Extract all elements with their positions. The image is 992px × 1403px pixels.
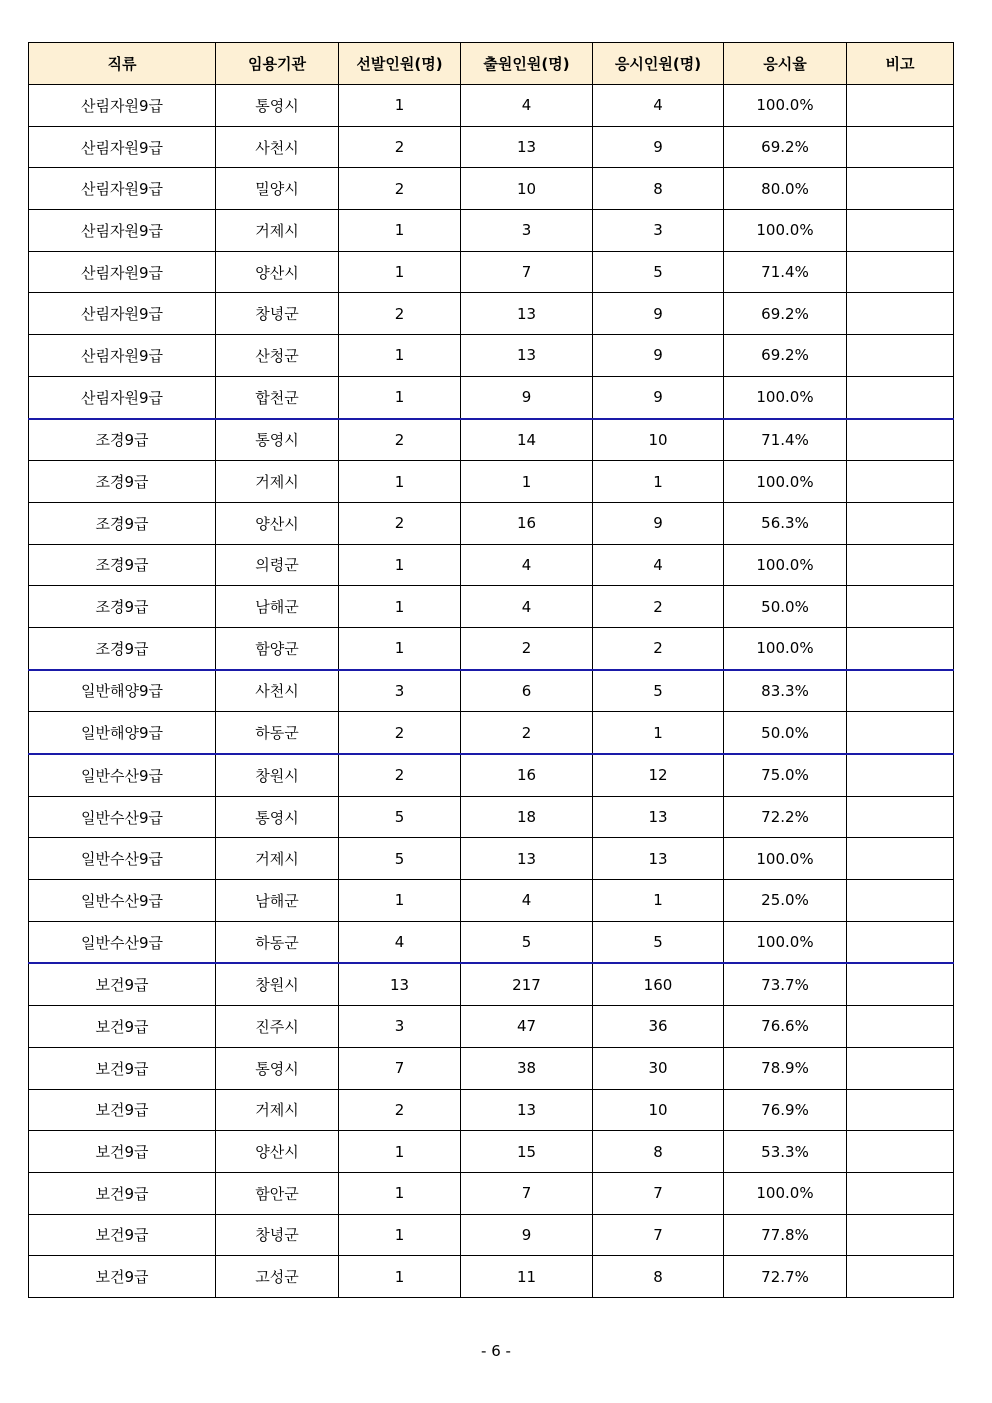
cell-tested: 9 (593, 293, 724, 335)
cell-type: 산림자원9급 (29, 335, 216, 377)
cell-agency: 함안군 (216, 1172, 339, 1214)
cell-rate: 50.0% (724, 586, 847, 628)
cell-tested: 4 (593, 544, 724, 586)
cell-note (847, 376, 954, 418)
cell-applied: 4 (461, 544, 593, 586)
cell-type: 산림자원9급 (29, 85, 216, 127)
table-row (29, 126, 954, 168)
cell-agency: 거제시 (216, 1089, 339, 1131)
cell-rate: 71.4% (724, 251, 847, 293)
cell-selected: 2 (339, 419, 461, 461)
cell-type: 산림자원9급 (29, 376, 216, 418)
cell-note (847, 796, 954, 838)
cell-agency: 통영시 (216, 796, 339, 838)
cell-rate: 71.4% (724, 419, 847, 461)
cell-applied: 13 (461, 838, 593, 880)
cell-applied: 217 (461, 963, 593, 1005)
cell-tested: 13 (593, 796, 724, 838)
cell-note (847, 168, 954, 210)
cell-tested: 8 (593, 1131, 724, 1173)
cell-selected: 4 (339, 921, 461, 963)
cell-type: 보건9급 (29, 963, 216, 1005)
cell-tested: 4 (593, 85, 724, 127)
cell-note (847, 712, 954, 754)
cell-rate: 72.2% (724, 796, 847, 838)
table-row (29, 838, 954, 880)
cell-agency: 사천시 (216, 670, 339, 712)
table-row (29, 880, 954, 922)
table-row (29, 335, 954, 377)
cell-agency: 합천군 (216, 376, 339, 418)
cell-type: 산림자원9급 (29, 210, 216, 252)
cell-applied: 47 (461, 1006, 593, 1048)
cell-applied: 7 (461, 251, 593, 293)
cell-selected: 2 (339, 712, 461, 754)
cell-note (847, 293, 954, 335)
cell-tested: 2 (593, 586, 724, 628)
cell-type: 보건9급 (29, 1214, 216, 1256)
cell-selected: 2 (339, 293, 461, 335)
cell-type: 일반수산9급 (29, 880, 216, 922)
cell-selected: 13 (339, 963, 461, 1005)
cell-selected: 2 (339, 754, 461, 796)
cell-rate: 77.8% (724, 1214, 847, 1256)
cell-selected: 1 (339, 880, 461, 922)
cell-rate: 100.0% (724, 544, 847, 586)
cell-agency: 양산시 (216, 251, 339, 293)
table-row (29, 670, 954, 712)
cell-rate: 100.0% (724, 210, 847, 252)
cell-selected: 2 (339, 168, 461, 210)
table-row (29, 1047, 954, 1089)
exam-stats-table (28, 42, 954, 1298)
cell-applied: 10 (461, 168, 593, 210)
cell-tested: 5 (593, 251, 724, 293)
cell-applied: 4 (461, 586, 593, 628)
cell-rate: 76.9% (724, 1089, 847, 1131)
cell-tested: 5 (593, 670, 724, 712)
cell-rate: 100.0% (724, 461, 847, 503)
cell-type: 일반수산9급 (29, 921, 216, 963)
cell-selected: 7 (339, 1047, 461, 1089)
cell-rate: 69.2% (724, 293, 847, 335)
cell-applied: 2 (461, 627, 593, 669)
cell-rate: 50.0% (724, 712, 847, 754)
header-rate: 응시율 (724, 43, 847, 85)
cell-selected: 1 (339, 85, 461, 127)
table-row (29, 1172, 954, 1214)
cell-type: 조경9급 (29, 502, 216, 544)
cell-note (847, 963, 954, 1005)
cell-note (847, 419, 954, 461)
cell-rate: 83.3% (724, 670, 847, 712)
cell-applied: 6 (461, 670, 593, 712)
cell-agency: 거제시 (216, 461, 339, 503)
cell-note (847, 1089, 954, 1131)
cell-agency: 창녕군 (216, 293, 339, 335)
cell-tested: 30 (593, 1047, 724, 1089)
cell-applied: 13 (461, 335, 593, 377)
cell-rate: 100.0% (724, 627, 847, 669)
header-note: 비고 (847, 43, 954, 85)
cell-tested: 10 (593, 1089, 724, 1131)
cell-tested: 5 (593, 921, 724, 963)
cell-agency: 남해군 (216, 586, 339, 628)
cell-tested: 3 (593, 210, 724, 252)
cell-selected: 1 (339, 586, 461, 628)
cell-note (847, 502, 954, 544)
cell-agency: 고성군 (216, 1256, 339, 1298)
table-row (29, 376, 954, 418)
cell-type: 조경9급 (29, 544, 216, 586)
table-row (29, 419, 954, 461)
cell-selected: 1 (339, 461, 461, 503)
cell-tested: 13 (593, 838, 724, 880)
cell-note (847, 627, 954, 669)
cell-tested: 9 (593, 376, 724, 418)
cell-type: 조경9급 (29, 627, 216, 669)
cell-type: 산림자원9급 (29, 168, 216, 210)
table-row (29, 963, 954, 1005)
cell-selected: 1 (339, 335, 461, 377)
cell-selected: 5 (339, 838, 461, 880)
table-body (29, 85, 954, 1298)
cell-tested: 9 (593, 335, 724, 377)
cell-rate: 53.3% (724, 1131, 847, 1173)
cell-note (847, 1172, 954, 1214)
cell-type: 보건9급 (29, 1131, 216, 1173)
cell-tested: 7 (593, 1214, 724, 1256)
cell-applied: 16 (461, 502, 593, 544)
cell-agency: 하동군 (216, 712, 339, 754)
cell-rate: 80.0% (724, 168, 847, 210)
cell-rate: 69.2% (724, 335, 847, 377)
cell-rate: 72.7% (724, 1256, 847, 1298)
cell-type: 산림자원9급 (29, 251, 216, 293)
cell-applied: 9 (461, 376, 593, 418)
cell-tested: 36 (593, 1006, 724, 1048)
cell-type: 조경9급 (29, 419, 216, 461)
cell-note (847, 85, 954, 127)
cell-type: 일반수산9급 (29, 796, 216, 838)
cell-agency: 통영시 (216, 85, 339, 127)
cell-selected: 3 (339, 1006, 461, 1048)
table-row (29, 544, 954, 586)
cell-tested: 1 (593, 880, 724, 922)
cell-rate: 100.0% (724, 838, 847, 880)
cell-note (847, 880, 954, 922)
cell-note (847, 544, 954, 586)
cell-selected: 5 (339, 796, 461, 838)
cell-selected: 2 (339, 126, 461, 168)
cell-applied: 9 (461, 1214, 593, 1256)
cell-selected: 1 (339, 1172, 461, 1214)
cell-selected: 1 (339, 1131, 461, 1173)
table-row (29, 586, 954, 628)
cell-selected: 1 (339, 210, 461, 252)
header-selected: 선발인원(명) (339, 43, 461, 85)
cell-tested: 1 (593, 461, 724, 503)
cell-agency: 하동군 (216, 921, 339, 963)
cell-agency: 거제시 (216, 210, 339, 252)
cell-tested: 1 (593, 712, 724, 754)
cell-tested: 9 (593, 126, 724, 168)
cell-rate: 69.2% (724, 126, 847, 168)
cell-rate: 78.9% (724, 1047, 847, 1089)
table-row (29, 1089, 954, 1131)
table-row (29, 754, 954, 796)
table-row (29, 251, 954, 293)
cell-selected: 1 (339, 544, 461, 586)
table-row (29, 293, 954, 335)
cell-type: 일반해양9급 (29, 712, 216, 754)
cell-note (847, 335, 954, 377)
cell-note (847, 1214, 954, 1256)
page-number: - 6 - (481, 1342, 511, 1360)
cell-note (847, 754, 954, 796)
table-row (29, 85, 954, 127)
cell-applied: 7 (461, 1172, 593, 1214)
cell-note (847, 1256, 954, 1298)
cell-note (847, 126, 954, 168)
cell-agency: 진주시 (216, 1006, 339, 1048)
cell-tested: 9 (593, 502, 724, 544)
cell-note (847, 670, 954, 712)
cell-note (847, 586, 954, 628)
table-row (29, 1006, 954, 1048)
cell-agency: 사천시 (216, 126, 339, 168)
cell-rate: 73.7% (724, 963, 847, 1005)
table-row (29, 921, 954, 963)
cell-selected: 1 (339, 1214, 461, 1256)
cell-agency: 통영시 (216, 1047, 339, 1089)
table-row (29, 461, 954, 503)
cell-note (847, 921, 954, 963)
cell-applied: 1 (461, 461, 593, 503)
table-row (29, 210, 954, 252)
header-tested: 응시인원(명) (593, 43, 724, 85)
cell-note (847, 461, 954, 503)
cell-applied: 13 (461, 126, 593, 168)
cell-agency: 남해군 (216, 880, 339, 922)
cell-agency: 창녕군 (216, 1214, 339, 1256)
cell-agency: 창원시 (216, 754, 339, 796)
table-row (29, 712, 954, 754)
cell-selected: 1 (339, 627, 461, 669)
header-row (29, 43, 954, 85)
cell-tested: 8 (593, 168, 724, 210)
cell-agency: 거제시 (216, 838, 339, 880)
cell-applied: 3 (461, 210, 593, 252)
cell-applied: 38 (461, 1047, 593, 1089)
cell-applied: 2 (461, 712, 593, 754)
cell-type: 보건9급 (29, 1172, 216, 1214)
header-type: 직류 (29, 43, 216, 85)
cell-rate: 100.0% (724, 921, 847, 963)
cell-type: 산림자원9급 (29, 293, 216, 335)
cell-note (847, 1006, 954, 1048)
cell-rate: 100.0% (724, 1172, 847, 1214)
cell-tested: 8 (593, 1256, 724, 1298)
cell-type: 산림자원9급 (29, 126, 216, 168)
table-row (29, 502, 954, 544)
cell-applied: 18 (461, 796, 593, 838)
header-agency: 임용기관 (216, 43, 339, 85)
cell-type: 보건9급 (29, 1256, 216, 1298)
table-row (29, 627, 954, 669)
table-row (29, 168, 954, 210)
table-row (29, 1214, 954, 1256)
cell-type: 보건9급 (29, 1006, 216, 1048)
cell-applied: 5 (461, 921, 593, 963)
cell-applied: 4 (461, 880, 593, 922)
cell-applied: 13 (461, 1089, 593, 1131)
cell-tested: 2 (593, 627, 724, 669)
cell-agency: 양산시 (216, 502, 339, 544)
cell-applied: 15 (461, 1131, 593, 1173)
cell-type: 조경9급 (29, 461, 216, 503)
cell-agency: 창원시 (216, 963, 339, 1005)
cell-applied: 13 (461, 293, 593, 335)
cell-applied: 11 (461, 1256, 593, 1298)
cell-rate: 25.0% (724, 880, 847, 922)
cell-selected: 2 (339, 1089, 461, 1131)
table-row (29, 1131, 954, 1173)
cell-tested: 10 (593, 419, 724, 461)
cell-applied: 16 (461, 754, 593, 796)
cell-type: 보건9급 (29, 1047, 216, 1089)
cell-selected: 2 (339, 502, 461, 544)
cell-agency: 양산시 (216, 1131, 339, 1173)
cell-selected: 3 (339, 670, 461, 712)
cell-applied: 14 (461, 419, 593, 461)
header-applied: 출원인원(명) (461, 43, 593, 85)
cell-rate: 75.0% (724, 754, 847, 796)
cell-note (847, 210, 954, 252)
cell-tested: 160 (593, 963, 724, 1005)
cell-type: 조경9급 (29, 586, 216, 628)
cell-agency: 밀양시 (216, 168, 339, 210)
cell-type: 일반해양9급 (29, 670, 216, 712)
cell-agency: 의령군 (216, 544, 339, 586)
cell-rate: 56.3% (724, 502, 847, 544)
cell-agency: 산청군 (216, 335, 339, 377)
cell-note (847, 1047, 954, 1089)
cell-selected: 1 (339, 1256, 461, 1298)
cell-rate: 100.0% (724, 376, 847, 418)
cell-note (847, 1131, 954, 1173)
cell-note (847, 838, 954, 880)
cell-type: 일반수산9급 (29, 754, 216, 796)
cell-rate: 100.0% (724, 85, 847, 127)
cell-selected: 1 (339, 376, 461, 418)
cell-agency: 통영시 (216, 419, 339, 461)
cell-type: 일반수산9급 (29, 838, 216, 880)
cell-note (847, 251, 954, 293)
cell-selected: 1 (339, 251, 461, 293)
cell-rate: 76.6% (724, 1006, 847, 1048)
cell-tested: 12 (593, 754, 724, 796)
table-row (29, 796, 954, 838)
table-row (29, 1256, 954, 1298)
cell-agency: 함양군 (216, 627, 339, 669)
cell-tested: 7 (593, 1172, 724, 1214)
cell-type: 보건9급 (29, 1089, 216, 1131)
cell-applied: 4 (461, 85, 593, 127)
